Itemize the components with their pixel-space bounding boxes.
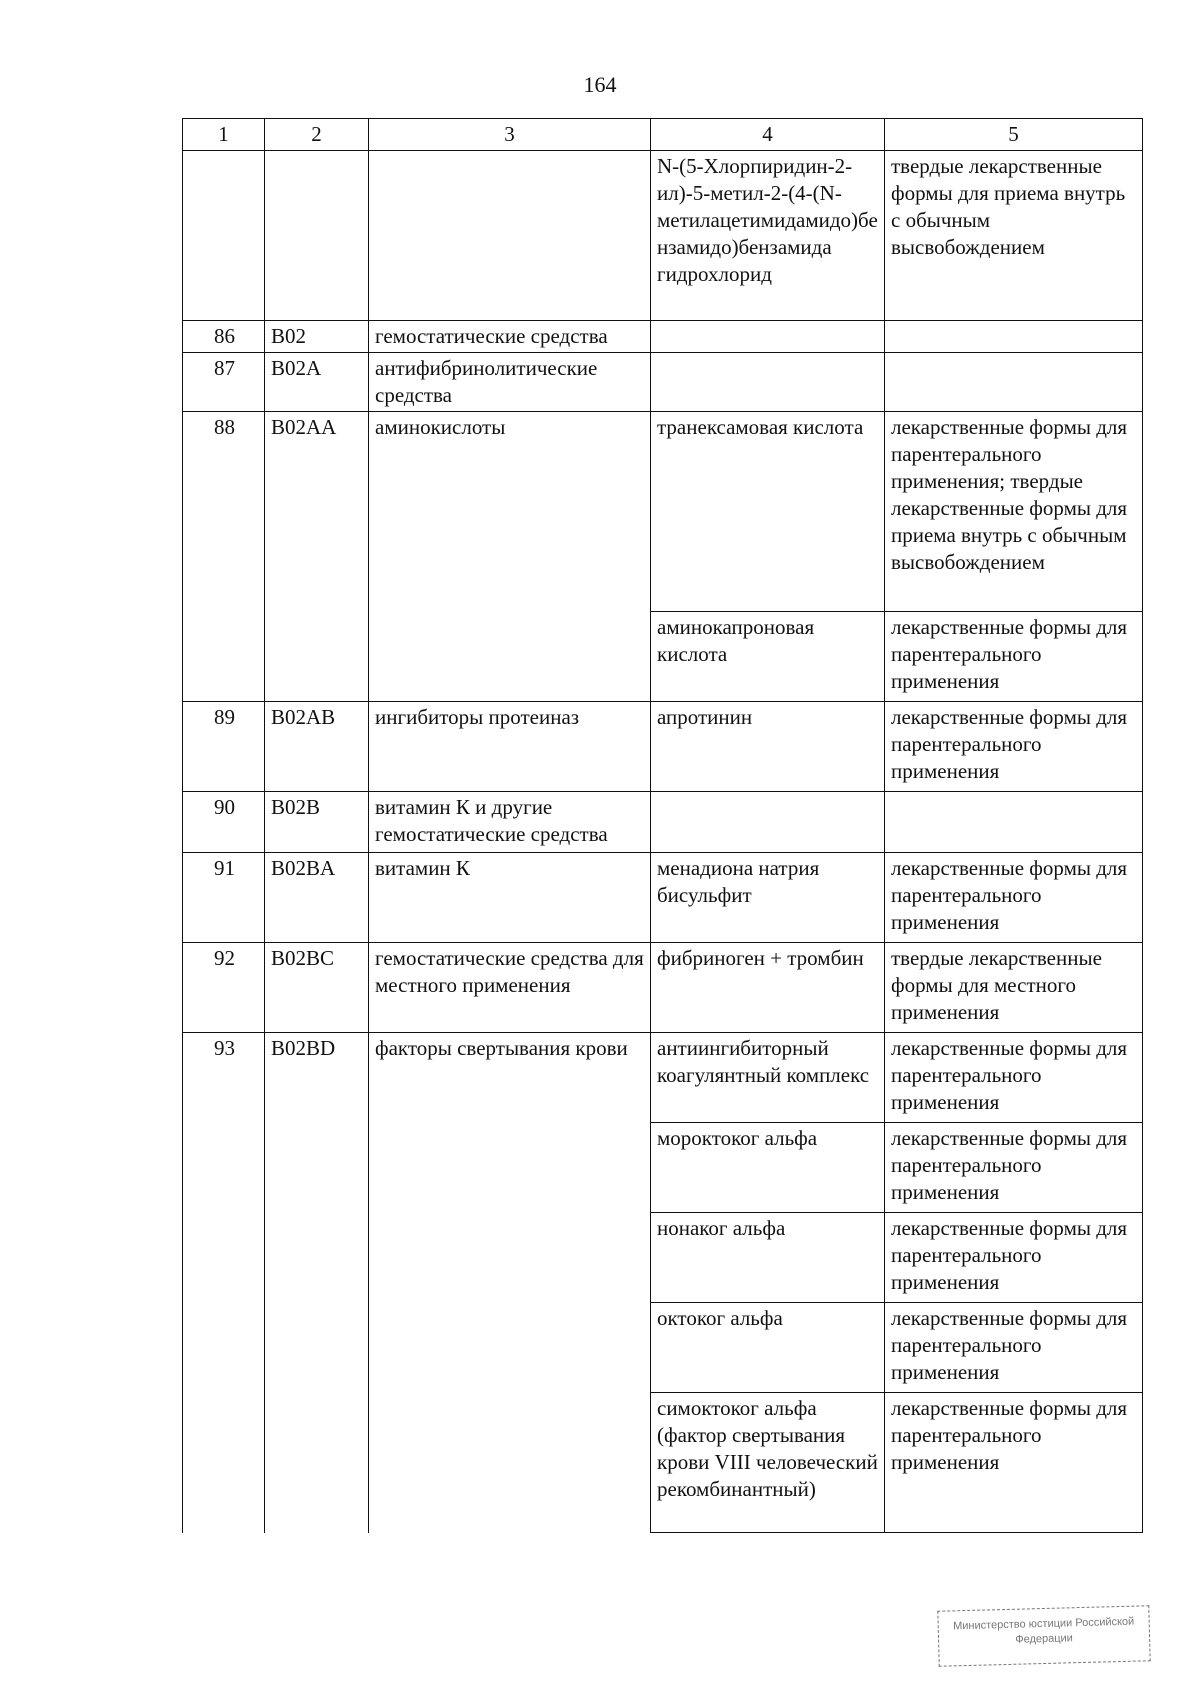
- group-name: факторы свертывания крови: [369, 1033, 651, 1533]
- drug-name: менадиона натрия бисульфит: [651, 853, 885, 943]
- row-number: 93: [183, 1033, 265, 1533]
- table-row: [183, 321, 1143, 353]
- header-row: [183, 119, 1143, 151]
- page-number: 164: [583, 72, 617, 97]
- drug-name: N-(5-Хлорпиридин-2-ил)-5-метил-2-(4-(N-метилацетимидамидо)бензамидо)бензамида гидрохлорид: [651, 151, 885, 321]
- dosage-form: лекарственные формы для парентерального применения: [885, 853, 1143, 943]
- atc-code: B02B: [265, 792, 369, 853]
- registration-stamp: Министерство юстиции Российской Федерации: [937, 1605, 1150, 1667]
- group-name: витамин К: [369, 853, 651, 943]
- drug-name: транексамовая кислота: [651, 412, 885, 612]
- row-number: 86: [183, 321, 265, 353]
- dosage-form: лекарственные формы для парентерального применения; твердые лекарственные формы для приема внутрь с обычным высвобождением: [885, 412, 1143, 612]
- atc-code: B02AA: [265, 412, 369, 702]
- row-number: 87: [183, 353, 265, 412]
- drug-name: симоктоког альфа (фактор свертывания крови VIII человеческий рекомбинантный): [651, 1393, 885, 1533]
- drug-name: апротинин: [651, 702, 885, 792]
- header-col-5: 5: [885, 119, 1143, 151]
- drug-name: октоког альфа: [651, 1303, 885, 1393]
- drug-list-table: [182, 118, 1143, 1533]
- dosage-form: лекарственные формы для парентерального применения: [885, 612, 1143, 702]
- drug-name: антиингибиторный коагулянтный комплекс: [651, 1033, 885, 1123]
- table-row: [183, 943, 1143, 1033]
- table-row: [183, 353, 1143, 412]
- dosage-form: лекарственные формы для парентерального применения: [885, 1393, 1143, 1533]
- row-number: 88: [183, 412, 265, 702]
- drug-name: мороктоког альфа: [651, 1123, 885, 1213]
- group-name: гемостатические средства для местного применения: [369, 943, 651, 1033]
- atc-code: B02BD: [265, 1033, 369, 1533]
- header-col-4: 4: [651, 119, 885, 151]
- table-row: [183, 1033, 1143, 1123]
- dosage-form: лекарственные формы для парентерального применения: [885, 702, 1143, 792]
- dosage-form: лекарственные формы для парентерального применения: [885, 1123, 1143, 1213]
- dosage-form: лекарственные формы для парентерального применения: [885, 1213, 1143, 1303]
- group-name: ингибиторы протеиназ: [369, 702, 651, 792]
- group-name: антифибринолитические средства: [369, 353, 651, 412]
- row-number: 92: [183, 943, 265, 1033]
- table-row: [183, 792, 1143, 853]
- atc-code: B02: [265, 321, 369, 353]
- drug-name: аминокапроновая кислота: [651, 612, 885, 702]
- dosage-form: твердые лекарственные формы для местного применения: [885, 943, 1143, 1033]
- row-number: 90: [183, 792, 265, 853]
- header-col-3: 3: [369, 119, 651, 151]
- drug-name: фибриноген + тромбин: [651, 943, 885, 1033]
- group-name: аминокислоты: [369, 412, 651, 702]
- table-row: [183, 412, 1143, 612]
- atc-code: B02BA: [265, 853, 369, 943]
- drug-name: нонаког альфа: [651, 1213, 885, 1303]
- dosage-form: лекарственные формы для парентерального применения: [885, 1303, 1143, 1393]
- atc-code: B02AB: [265, 702, 369, 792]
- group-name: витамин К и другие гемостатические средства: [369, 792, 651, 853]
- atc-code: B02A: [265, 353, 369, 412]
- table-row: [183, 702, 1143, 792]
- header-col-2: 2: [265, 119, 369, 151]
- atc-code: B02BC: [265, 943, 369, 1033]
- table-row: [183, 151, 1143, 321]
- dosage-form: лекарственные формы для парентерального применения: [885, 1033, 1143, 1123]
- row-number: 89: [183, 702, 265, 792]
- header-col-1: 1: [183, 119, 265, 151]
- table-row: [183, 853, 1143, 943]
- dosage-form: твердые лекарственные формы для приема внутрь с обычным высвобождением: [885, 151, 1143, 321]
- group-name: гемостатические средства: [369, 321, 651, 353]
- row-number: 91: [183, 853, 265, 943]
